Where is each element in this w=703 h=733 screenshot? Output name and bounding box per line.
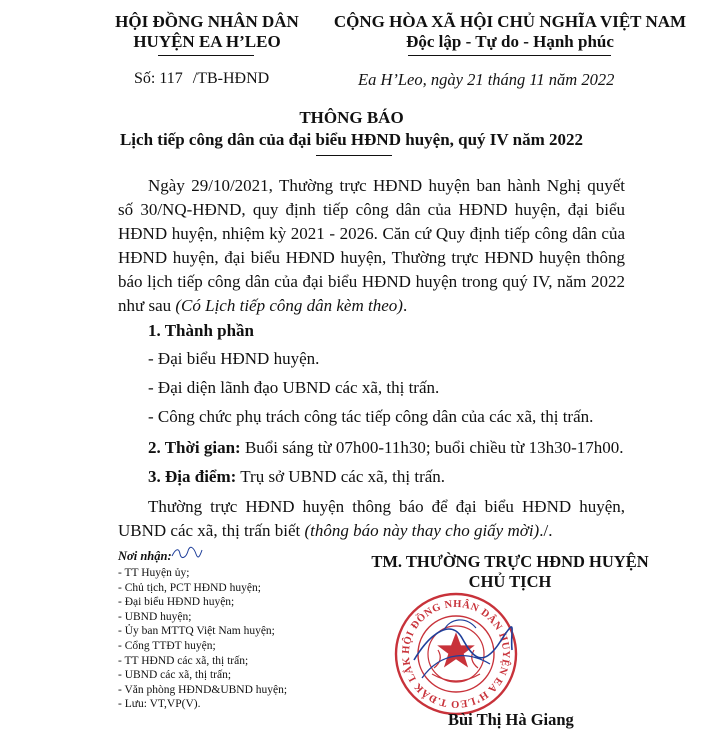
doc-no-value: 117: [159, 70, 183, 87]
initial-mark-icon: [170, 546, 204, 560]
recipient-item: - Lưu: VT,VP(V).: [118, 698, 201, 711]
recipient-item: - TT Huyện ủy;: [118, 567, 190, 579]
agency-line-2: HUYỆN EA H’LEO: [133, 32, 281, 51]
recipients-title: Nơi nhận:: [118, 549, 172, 563]
recipient-item: - UBND các xã, thị trấn;: [118, 669, 232, 682]
recipient-item: - Cổng TTĐT huyện;: [118, 639, 216, 652]
section-3: [148, 465, 445, 489]
national-title: CỘNG HÒA XÃ HỘI CHỦ NGHĨA VIỆT NAM: [333, 12, 687, 31]
section-1-item: - Đại diện lãnh đạo UBND các xã, thị trấn.: [148, 378, 440, 397]
section-2-label: 2. Thời gian:: [148, 438, 241, 457]
section-2: [148, 436, 624, 460]
section-3-label: 3. Địa điểm:: [148, 467, 237, 486]
closing-text: Thường trực HĐND huyện thông báo để đại biểu HĐND huyện, UBND các xã, thị trấn biết: [118, 497, 625, 540]
recipients-list: [118, 566, 287, 712]
document-number: [134, 70, 269, 88]
closing-italic: (thông báo này thay cho giấy mời): [304, 521, 540, 540]
doc-no-label: Số:: [134, 70, 156, 87]
svg-text:HỘI ĐỒNG NHÂN DÂN HUYỆN EA H’L: HỘI ĐỒNG NHÂN DÂN HUYỆN EA H’LEO T.ĐẮK LẮK: [400, 598, 512, 710]
section-1-item: - Đại biểu HĐND huyện.: [148, 349, 320, 368]
recipient-item: - Văn phòng HĐND&UBND huyện;: [118, 683, 288, 696]
section-1-title: 1. Thành phần: [148, 321, 255, 340]
document-subtitle: Lịch tiếp công dân của đại biểu HĐND huyện, quý IV năm 2022: [119, 130, 584, 149]
section-2-text: Buổi sáng từ 07h00-11h30; buổi chiều từ 13h30-17h00.: [244, 438, 624, 457]
recipient-item: - Đại biểu HĐND huyện;: [118, 596, 235, 609]
intro-end: .: [402, 296, 408, 315]
agency-line-1: HỘI ĐỒNG NHÂN DÂN: [115, 12, 299, 31]
document-title: THÔNG BÁO: [299, 108, 404, 127]
signature-block-title: [350, 552, 670, 592]
recipient-item: - TT HĐND các xã, thị trấn;: [118, 654, 249, 667]
doc-no-suffix: /TB-HĐND: [192, 70, 270, 87]
recipient-item: - Ủy ban MTTQ Việt Nam huyện;: [118, 625, 275, 638]
title-underline: [316, 155, 392, 156]
motto-underline: [408, 55, 611, 56]
intro-text: Ngày 29/10/2021, Thường trực HĐND huyện ban hành Nghị quyết số 30/NQ-HĐND, quy định tiếp công dân của HĐND huyện, đại biểu HĐND huyện, nhiệm kỳ 2021 - 2026. Căn cứ Quy định tiếp công dân của HĐND huyện, đại biểu HĐND huyện, Thường trực HĐND huyện thông báo lịch tiếp công dân của đại biểu HĐND huyện trong quý IV, năm 2022 như sau: [118, 176, 625, 315]
recipient-item: - Chủ tịch, PCT HĐND huyện;: [118, 581, 261, 594]
intro-italic: (Có Lịch tiếp công dân kèm theo): [175, 296, 403, 315]
closing-paragraph: [118, 495, 625, 543]
recipient-item: - UBND huyện;: [118, 610, 192, 623]
agency-name: [92, 12, 322, 52]
closing-end: ./.: [539, 521, 553, 540]
signer-name: Bùi Thị Hà Giang: [448, 710, 574, 729]
signature-title-1: TM. THƯỜNG TRỰC HĐND HUYỆN: [371, 552, 649, 571]
signature-title-2: CHỦ TỊCH: [468, 572, 552, 591]
place-date: Ea H’Leo, ngày 21 tháng 11 năm 2022: [358, 70, 615, 89]
section-1-item: - Công chức phụ trách công tác tiếp công dân của các xã, thị trấn.: [148, 407, 594, 426]
agency-underline: [158, 55, 254, 56]
national-motto: [330, 12, 690, 52]
motto-line: Độc lập - Tự do - Hạnh phúc: [406, 32, 614, 51]
intro-paragraph: [118, 174, 625, 318]
section-3-text: Trụ sở UBND các xã, thị trấn.: [240, 467, 446, 486]
official-seal-icon: [392, 590, 520, 718]
